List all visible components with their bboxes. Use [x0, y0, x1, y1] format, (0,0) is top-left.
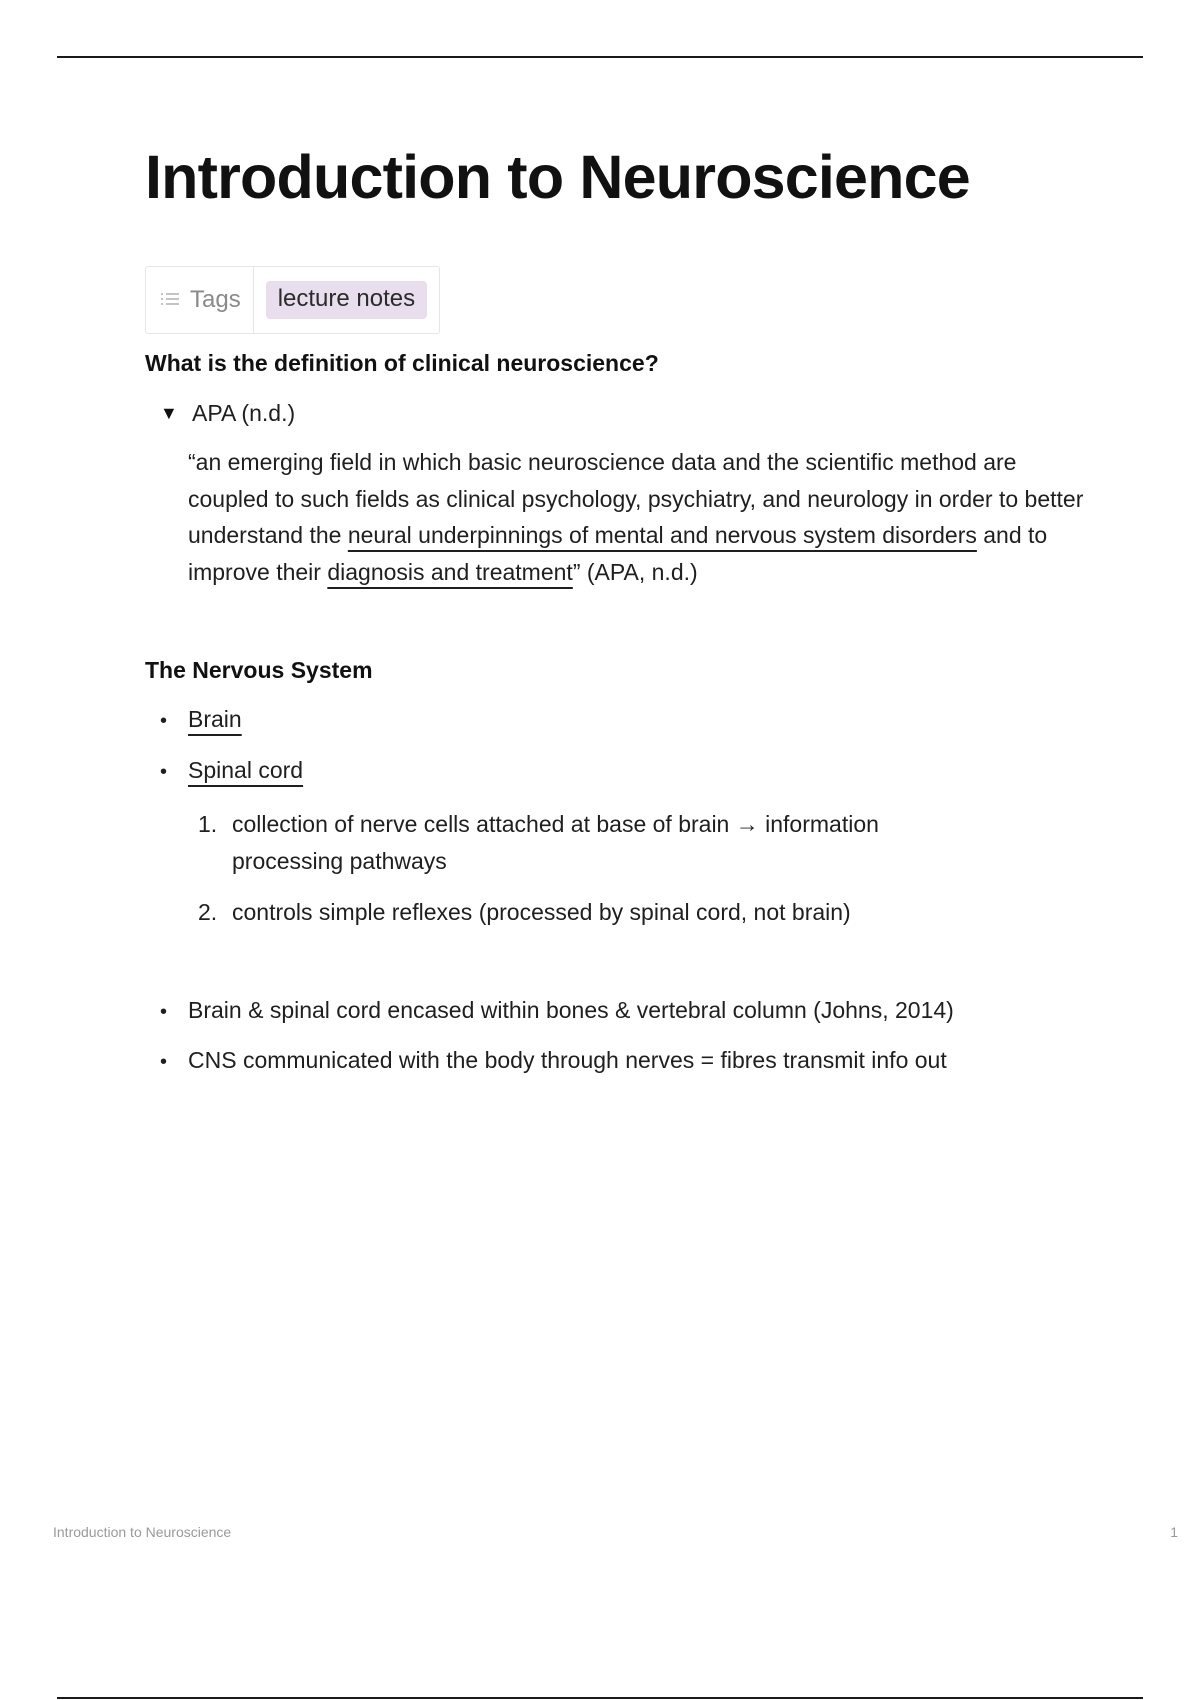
bullet-dot: • — [160, 1051, 168, 1073]
bottom-rule — [57, 1697, 1143, 1699]
bullet-dot: • — [160, 710, 168, 732]
tags-value[interactable] — [254, 267, 439, 333]
quote-underline: neural underpinnings of mental and nervous system disorders — [347, 522, 977, 548]
section-heading-definition: What is the definition of clinical neuroscience? — [145, 350, 659, 376]
tag-chip[interactable]: lecture notes — [266, 281, 427, 319]
tags-property-name[interactable] — [146, 267, 254, 333]
toggle-label: APA (n.d.) — [192, 400, 296, 426]
toggle-block[interactable] — [160, 400, 295, 427]
list-item — [160, 1047, 947, 1074]
list-item-text: Spinal cord — [188, 757, 304, 783]
quote-underline: diagnosis and treatment — [327, 558, 573, 585]
list-item-text: Brain & spinal cord encased within bones & vertebral column (Johns, 2014) — [188, 997, 954, 1023]
item-number: 2. — [198, 899, 218, 925]
quote-text: “an emerging field in which basic neuroscience data and the scientific method are coupled to such fields as clinical psychology, psychiatry, and neurology in order to better understand the — [188, 449, 1084, 548]
bullet-dot: • — [160, 761, 168, 783]
numbered-item — [198, 806, 998, 879]
list-item-text: Brain — [188, 706, 242, 732]
footer-title: Introduction to Neuroscience — [53, 1524, 232, 1540]
top-rule — [57, 56, 1143, 58]
quote-text: ” (APA, n.d.) — [572, 558, 698, 585]
page-number: 1 — [1170, 1524, 1178, 1540]
item-number: 1. — [198, 811, 218, 837]
tags-label: Tags — [190, 286, 241, 313]
tags-property[interactable] — [145, 266, 440, 334]
numbered-item — [198, 894, 992, 931]
list-icon — [160, 286, 180, 314]
list-item — [160, 757, 303, 784]
section-heading-nervous-system: The Nervous System — [145, 657, 373, 683]
numbered-item-text: controls simple reflexes (processed by spinal cord, not brain) — [232, 899, 851, 925]
quote-text: and to improve their — [188, 522, 1048, 585]
list-item — [160, 997, 954, 1024]
page-title: Introduction to Neuroscience — [145, 143, 970, 211]
definition-quote — [188, 444, 1088, 590]
list-item — [160, 706, 242, 733]
bullet-dot: • — [160, 1001, 168, 1023]
list-item-text: CNS communicated with the body through nerves = fibres transmit info out — [188, 1047, 947, 1073]
numbered-item-text: collection of nerve cells attached at base of brain → information processing pathways — [232, 811, 879, 874]
triangle-down-icon[interactable]: ▼ — [160, 403, 178, 423]
